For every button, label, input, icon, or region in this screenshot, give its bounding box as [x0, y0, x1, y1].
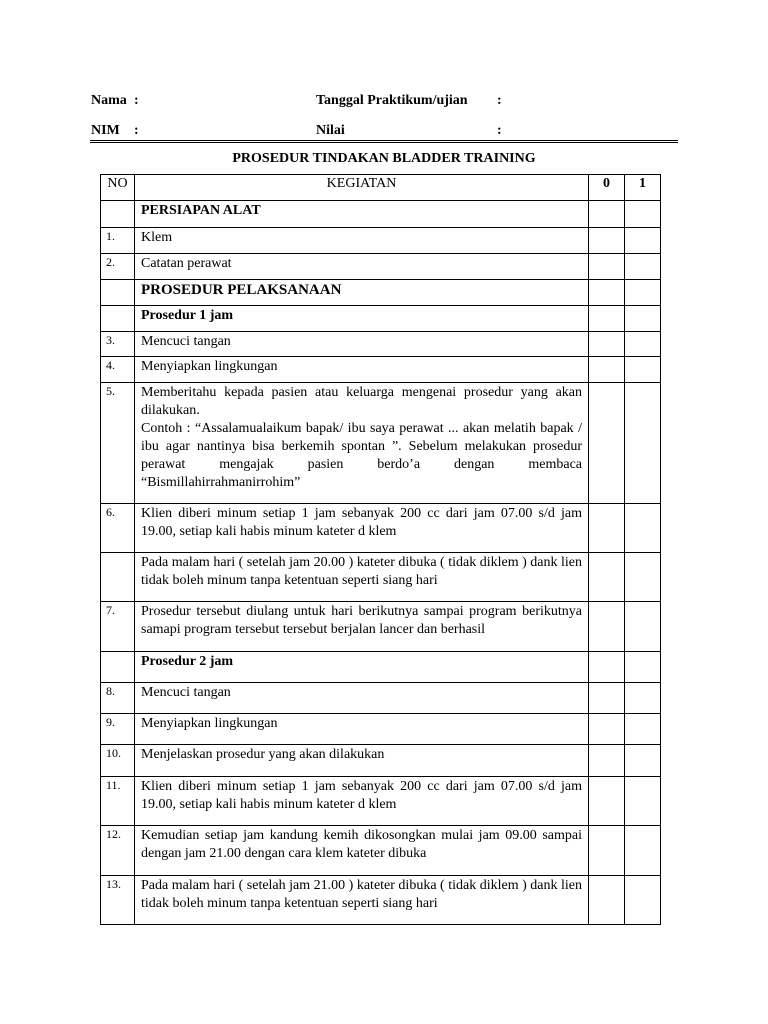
- score-1-cell[interactable]: [625, 332, 661, 357]
- subsection-heading: Prosedur 1 jam: [135, 306, 589, 332]
- activity-example-text: Contoh : “Assalamualaikum bapak/ ibu saya perawat ... akan melatih bapak / ibu agar nantinya bisa berkemih spontan ”. Sebelum melakukan prosedur perawat mengajak pasien berdo’a dengan membaca “Bismillahirrahmanirrohim”: [141, 421, 582, 490]
- activity-text: Klien diberi minum setiap 1 jam sebanyak 200 cc dari jam 07.00 s/d jam 19.00, setiap kali habis minum kateter d klem: [135, 504, 589, 553]
- score-0-cell[interactable]: [589, 357, 625, 383]
- table-row: [101, 652, 661, 683]
- activity-text: Pada malam hari ( setelah jam 20.00 ) kateter dibuka ( tidak diklem ) dank lien tidak boleh minum tanpa ketentuan seperti siang hari: [135, 553, 589, 602]
- row-number: 7.: [101, 602, 135, 652]
- table-row: [101, 201, 661, 228]
- score-1-cell[interactable]: [625, 683, 661, 714]
- table-row: [101, 553, 661, 602]
- score-0-cell[interactable]: [589, 602, 625, 652]
- table-header-row: [101, 175, 661, 201]
- activity-text: Mencuci tangan: [135, 332, 589, 357]
- score-0-cell[interactable]: [589, 332, 625, 357]
- activity-text-main: Memberitahu kepada pasien atau keluarga mengenai prosedur yang akan dilakukan.: [141, 385, 582, 418]
- score-1-cell[interactable]: [625, 652, 661, 683]
- table-row: [101, 876, 661, 925]
- score-1-cell[interactable]: [625, 745, 661, 777]
- table-row: [101, 826, 661, 876]
- document-title: PROSEDUR TINDAKAN BLADDER TRAINING: [232, 151, 536, 166]
- header-no: NO: [101, 175, 135, 201]
- row-number: 1.: [101, 228, 135, 254]
- score-0-cell[interactable]: [589, 745, 625, 777]
- score-0-cell[interactable]: [589, 504, 625, 553]
- score-1-cell[interactable]: [625, 201, 661, 228]
- table-row: [101, 332, 661, 357]
- score-0-cell[interactable]: [589, 228, 625, 254]
- row-number: [101, 280, 135, 306]
- header-kegiatan: KEGIATAN: [135, 175, 589, 201]
- activity-text: Klien diberi minum setiap 1 jam sebanyak 200 cc dari jam 07.00 s/d jam 19.00, setiap kali habis minum kateter d klem: [135, 777, 589, 826]
- nim-colon: :: [134, 123, 139, 138]
- table-row: [101, 357, 661, 383]
- score-0-cell[interactable]: [589, 876, 625, 925]
- score-1-cell[interactable]: [625, 383, 661, 504]
- table-row: [101, 777, 661, 826]
- row-number: 5.: [101, 383, 135, 504]
- score-0-cell[interactable]: [589, 254, 625, 280]
- subsection-heading: Prosedur 2 jam: [135, 652, 589, 683]
- header-divider: [90, 140, 678, 143]
- nilai-colon: :: [497, 123, 502, 138]
- activity-text: Prosedur tersebut diulang untuk hari berikutnya sampai program berikutnya samapi program tersebut tersebut berjalan lancer dan berhasil: [135, 602, 589, 652]
- row-number: 9.: [101, 714, 135, 745]
- score-0-cell[interactable]: [589, 306, 625, 332]
- activity-text: Menyiapkan lingkungan: [135, 357, 589, 383]
- row-number: [101, 201, 135, 228]
- row-number: 11.: [101, 777, 135, 826]
- nim-label: NIM: [91, 123, 120, 138]
- activity-text: Klem: [135, 228, 589, 254]
- row-number: 12.: [101, 826, 135, 876]
- score-0-cell[interactable]: [589, 714, 625, 745]
- nilai-label: Nilai: [316, 123, 345, 138]
- table-row: [101, 280, 661, 306]
- score-0-cell[interactable]: [589, 383, 625, 504]
- row-number: 8.: [101, 683, 135, 714]
- score-1-cell[interactable]: [625, 826, 661, 876]
- section-heading: PERSIAPAN ALAT: [135, 201, 589, 228]
- table-row: [101, 714, 661, 745]
- score-1-cell[interactable]: [625, 602, 661, 652]
- score-1-cell[interactable]: [625, 714, 661, 745]
- activity-text: Kemudian setiap jam kandung kemih dikosongkan mulai jam 09.00 sampai dengan jam 21.00 dengan cara klem kateter dibuka: [135, 826, 589, 876]
- score-0-cell[interactable]: [589, 652, 625, 683]
- activity-text: Menyiapkan lingkungan: [135, 714, 589, 745]
- activity-text: Menjelaskan prosedur yang akan dilakukan: [135, 745, 589, 777]
- table-row: [101, 602, 661, 652]
- table-row: [101, 254, 661, 280]
- score-0-cell[interactable]: [589, 280, 625, 306]
- procedure-table: [100, 174, 661, 925]
- table-row: [101, 383, 661, 504]
- table-row: [101, 306, 661, 332]
- table-row: [101, 504, 661, 553]
- nama-label: Nama: [91, 93, 127, 108]
- score-1-cell[interactable]: [625, 876, 661, 925]
- tanggal-colon: :: [497, 93, 502, 108]
- score-1-cell[interactable]: [625, 280, 661, 306]
- tanggal-label: Tanggal Praktikum/ujian: [316, 93, 468, 108]
- section-heading: PROSEDUR PELAKSANAAN: [135, 280, 589, 306]
- row-number: 10.: [101, 745, 135, 777]
- activity-text: Mencuci tangan: [135, 683, 589, 714]
- table-row: [101, 745, 661, 777]
- score-1-cell[interactable]: [625, 504, 661, 553]
- score-0-cell[interactable]: [589, 683, 625, 714]
- row-number: [101, 553, 135, 602]
- activity-text: Pada malam hari ( setelah jam 21.00 ) kateter dibuka ( tidak diklem ) dank lien tidak boleh minum tanpa ketentuan seperti siang hari: [135, 876, 589, 925]
- nama-colon: :: [134, 93, 139, 108]
- score-1-cell[interactable]: [625, 254, 661, 280]
- row-number: [101, 652, 135, 683]
- score-0-cell[interactable]: [589, 553, 625, 602]
- score-0-cell[interactable]: [589, 777, 625, 826]
- row-number: 13.: [101, 876, 135, 925]
- row-number: [101, 306, 135, 332]
- row-number: 2.: [101, 254, 135, 280]
- header-score-0: 0: [589, 175, 625, 201]
- score-1-cell[interactable]: [625, 306, 661, 332]
- activity-text: [135, 383, 589, 504]
- score-1-cell[interactable]: [625, 553, 661, 602]
- table-row: [101, 228, 661, 254]
- score-0-cell[interactable]: [589, 201, 625, 228]
- table-row: [101, 683, 661, 714]
- header-score-1: 1: [625, 175, 661, 201]
- activity-text: Catatan perawat: [135, 254, 589, 280]
- row-number: 6.: [101, 504, 135, 553]
- row-number: 3.: [101, 332, 135, 357]
- row-number: 4.: [101, 357, 135, 383]
- score-1-cell[interactable]: [625, 228, 661, 254]
- score-1-cell[interactable]: [625, 777, 661, 826]
- score-1-cell[interactable]: [625, 357, 661, 383]
- score-0-cell[interactable]: [589, 826, 625, 876]
